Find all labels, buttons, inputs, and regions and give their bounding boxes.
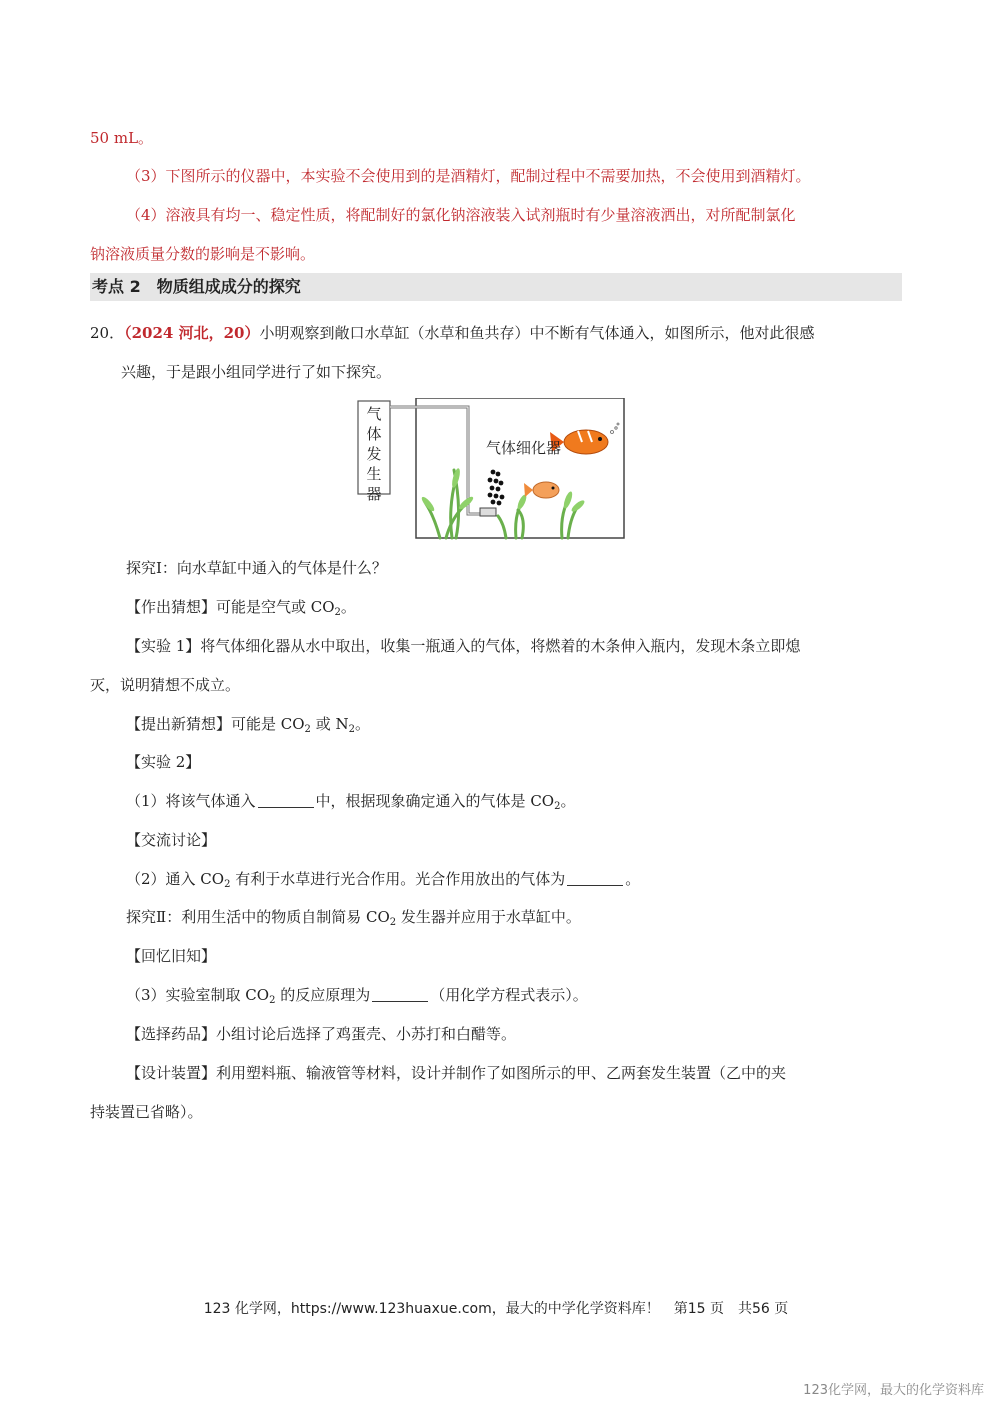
design-line-b: 持装置已省略）。 [90,1103,203,1121]
new-hypothesis: 【提出新猜想】可能是 $CO_2$ 或 $N_2$。 [126,715,370,735]
answer-line-4b: 钠溶液质量分数的影响是不影响。 [90,245,316,263]
page-footer: 123 化学网，https://www.123huaxue.com，最大的中学化学资料库！ 第15 页 共56 页 [203,1301,789,1317]
diffuser [480,508,496,516]
answer-line-4a: （4）溶液具有均一、稳定性质，将配制好的氯化钠溶液装入试剂瓶时有少量溶液洒出，对所配制氯化 [126,206,796,224]
inquiry-2: 探究Ⅱ：利用生活中的物质自制简易 $CO_2$ 发生器并应用于水草缸中。 [126,908,581,928]
design-line-a: 【设计装置】利用塑料瓶、输液管等材料，设计并制作了如图所示的甲、乙两套发生装置（乙中的夹 [126,1064,787,1082]
answer-blank-1[interactable] [258,793,314,808]
diffuser-label: 气体细化器 [486,439,562,457]
section-title: 考点 2 物质组成成分的探究 [90,273,902,301]
question-source: （2024 河北，20） [124,324,260,342]
answer-blank-3[interactable] [372,987,428,1002]
experiment-1-line-b: 灭，说明猜想不成立。 [90,676,241,694]
answer-blank-2[interactable] [567,871,623,886]
select-drugs: 【选择药品】小组讨论后选择了鸡蛋壳、小苏打和白醋等。 [126,1025,517,1043]
question-stem [90,323,814,343]
question-stem-text: 小明观察到敞口水草缸（水草和鱼共存）中不断有气体通入，如图所示，他对此很感 [259,324,815,342]
experiment-1-line-a: 【实验 1】将气体细化器从水中取出，收集一瓶通入的气体，将燃着的木条伸入瓶内，发现木条立即熄 [126,637,801,655]
inquiry-1: 探究Ⅰ：向水草缸中通入的气体是什么？ [126,559,387,577]
generator-label: 气体发生器 [366,405,382,503]
question-number: 20． [90,324,125,342]
answer-line-volume: 50 mL。 [90,129,154,147]
watermark: 123化学网，最大的化学资料库 [803,1383,984,1398]
answer-line-3: （3）下图所示的仪器中，本实验不会使用到的是酒精灯，配制过程中不需要加热，不会使用到酒精灯。 [126,167,811,185]
experiment-2-title: 【实验 2】 [126,753,201,771]
question-2: （2）通入 $CO_2$ 有利于水草进行光合作用。光合作用放出的气体为 。 [126,870,641,890]
aquarium-figure [356,398,628,544]
question-stem-cont: 兴趣，于是跟小组同学进行了如下探究。 [121,363,392,381]
tank-outline [416,398,624,538]
question-1: （1）将该气体通入 中，根据现象确定通入的气体是 $CO_2$。 [126,792,576,812]
aquarium-diagram [356,398,628,540]
discussion-title: 【交流讨论】 [126,831,217,849]
question-3: （3）实验室制取 $CO_2$ 的反应原理为 （用化学方程式表示）。 [126,986,588,1006]
hypothesis: 【作出猜想】可能是空气或 $CO_2$。 [126,598,356,618]
recall-title: 【回忆旧知】 [126,947,217,965]
